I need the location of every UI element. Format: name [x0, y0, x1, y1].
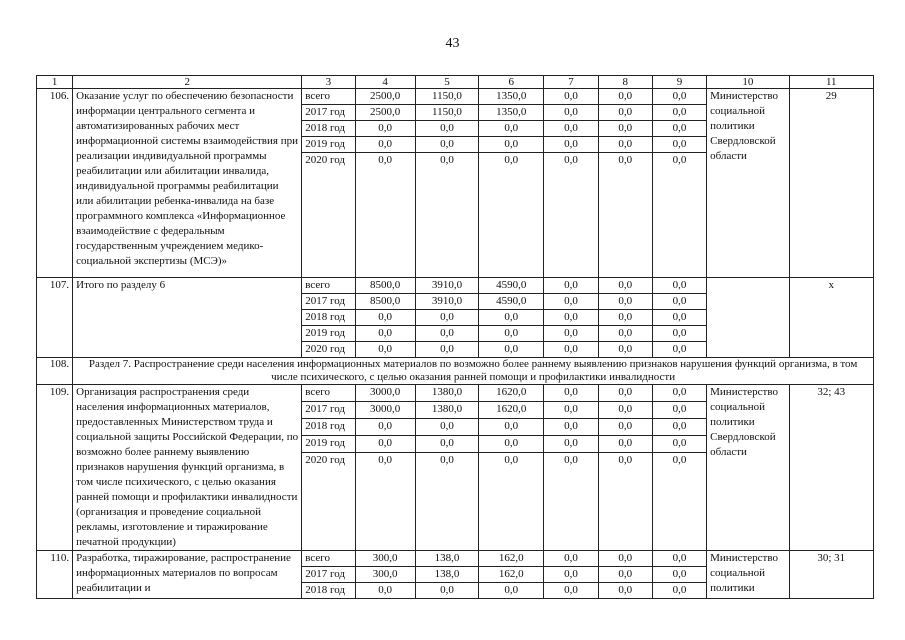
amount-cell: 0,0 [415, 583, 478, 599]
amount-cell: 1380,0 [415, 385, 478, 402]
amount-cell: 0,0 [479, 583, 544, 599]
amount-cell: 0,0 [544, 583, 598, 599]
amount-cell: 1350,0 [479, 105, 544, 121]
amount-cell: 0,0 [598, 153, 652, 278]
amount-cell: 0,0 [598, 121, 652, 137]
amount-cell: 2500,0 [355, 89, 415, 105]
amount-cell: 0,0 [652, 418, 706, 435]
amount-cell: 0,0 [652, 567, 706, 583]
amount-cell: 0,0 [598, 452, 652, 550]
amount-cell: 0,0 [652, 342, 706, 358]
header-cell: 1 [37, 76, 73, 89]
period-cell: всего [302, 551, 355, 567]
amount-cell: 0,0 [355, 452, 415, 550]
period-cell: 2020 год [302, 452, 355, 550]
amount-cell: 0,0 [415, 121, 478, 137]
amount-cell: 0,0 [652, 121, 706, 137]
amount-cell: 4590,0 [479, 278, 544, 294]
amount-cell: 0,0 [652, 435, 706, 452]
period-cell: всего [302, 89, 355, 105]
target-indicator-ref: х [789, 278, 873, 358]
header-cell: 11 [789, 76, 873, 89]
period-cell: 2018 год [302, 583, 355, 599]
amount-cell: 0,0 [355, 121, 415, 137]
amount-cell: 0,0 [652, 294, 706, 310]
amount-cell: 0,0 [415, 153, 478, 278]
amount-cell: 3910,0 [415, 294, 478, 310]
amount-cell: 0,0 [544, 137, 598, 153]
amount-cell: 0,0 [598, 551, 652, 567]
period-cell: 2018 год [302, 418, 355, 435]
header-cell: 10 [707, 76, 789, 89]
amount-cell: 0,0 [544, 385, 598, 402]
amount-cell: 0,0 [355, 342, 415, 358]
amount-cell: 0,0 [479, 418, 544, 435]
responsible-organization [707, 278, 789, 358]
amount-cell: 0,0 [652, 105, 706, 121]
amount-cell: 0,0 [544, 418, 598, 435]
amount-cell: 0,0 [544, 153, 598, 278]
period-cell: 2017 год [302, 105, 355, 121]
amount-cell: 1620,0 [479, 401, 544, 418]
amount-cell: 1150,0 [415, 105, 478, 121]
amount-cell: 0,0 [598, 342, 652, 358]
page-number: 43 [445, 36, 460, 51]
table-row [37, 385, 874, 402]
amount-cell: 0,0 [598, 137, 652, 153]
amount-cell: 0,0 [415, 418, 478, 435]
amount-cell: 0,0 [598, 326, 652, 342]
amount-cell: 1380,0 [415, 401, 478, 418]
amount-cell: 0,0 [415, 310, 478, 326]
amount-cell: 0,0 [652, 137, 706, 153]
amount-cell: 0,0 [479, 137, 544, 153]
amount-cell: 0,0 [598, 385, 652, 402]
amount-cell: 4590,0 [479, 294, 544, 310]
responsible-organization: Министерство социальной политики [707, 551, 789, 599]
amount-cell: 0,0 [479, 342, 544, 358]
item-number: 107. [37, 278, 73, 358]
header-cell: 9 [652, 76, 706, 89]
amount-cell: 0,0 [598, 89, 652, 105]
amount-cell: 3910,0 [415, 278, 478, 294]
amount-cell: 0,0 [355, 137, 415, 153]
amount-cell: 0,0 [544, 89, 598, 105]
amount-cell: 2500,0 [355, 105, 415, 121]
amount-cell: 300,0 [355, 567, 415, 583]
table-row [37, 278, 874, 294]
amount-cell: 0,0 [544, 435, 598, 452]
amount-cell: 0,0 [355, 435, 415, 452]
amount-cell: 0,0 [598, 418, 652, 435]
amount-cell: 0,0 [415, 342, 478, 358]
period-cell: 2020 год [302, 153, 355, 278]
amount-cell: 300,0 [355, 551, 415, 567]
amount-cell: 138,0 [415, 551, 478, 567]
amount-cell: 0,0 [544, 401, 598, 418]
header-cell: 4 [355, 76, 415, 89]
amount-cell: 0,0 [598, 278, 652, 294]
item-number: 109. [37, 385, 73, 551]
section-title: Раздел 7. Распространение среди населения информационных материалов по возможно более раннему выявлению признаков нарушения функций организма, в том числе психического, с целью оказания ранней помощи и профилактики инвалидности [73, 358, 874, 385]
item-number: 108. [37, 358, 73, 385]
amount-cell: 0,0 [652, 310, 706, 326]
amount-cell: 0,0 [652, 278, 706, 294]
period-cell: 2017 год [302, 401, 355, 418]
program-table [36, 75, 874, 599]
amount-cell: 0,0 [598, 105, 652, 121]
amount-cell: 1350,0 [479, 89, 544, 105]
amount-cell: 0,0 [479, 121, 544, 137]
period-cell: всего [302, 385, 355, 402]
period-cell: 2019 год [302, 137, 355, 153]
amount-cell: 0,0 [479, 310, 544, 326]
item-description: Организация распространения среди населения информационных материалов, предоставленных Министерством труда и социальной защиты Российской Федерации, по возможно более раннему выявлению признаков нарушения функций организма, в том числе психического, с целью оказания ранней помощи и профилактики инвалидности (организация и проведение социальной рекламы, изготовление и тиражирование печатной продукции) [73, 385, 302, 551]
amount-cell: 0,0 [415, 435, 478, 452]
item-description: Разработка, тиражирование, распространение информационных материалов по вопросам реабилитации и [73, 551, 302, 599]
amount-cell: 0,0 [355, 310, 415, 326]
header-cell: 5 [415, 76, 478, 89]
table-row [37, 551, 874, 567]
amount-cell: 0,0 [652, 401, 706, 418]
amount-cell: 0,0 [355, 326, 415, 342]
amount-cell: 162,0 [479, 551, 544, 567]
table-row [37, 89, 874, 105]
amount-cell: 0,0 [479, 153, 544, 278]
amount-cell: 0,0 [544, 567, 598, 583]
header-cell: 7 [544, 76, 598, 89]
header-cell: 2 [73, 76, 302, 89]
amount-cell: 3000,0 [355, 401, 415, 418]
amount-cell: 0,0 [652, 551, 706, 567]
amount-cell: 0,0 [544, 342, 598, 358]
amount-cell: 0,0 [652, 89, 706, 105]
amount-cell: 8500,0 [355, 278, 415, 294]
amount-cell: 0,0 [415, 452, 478, 550]
period-cell: 2020 год [302, 342, 355, 358]
target-indicator-ref: 32; 43 [789, 385, 873, 551]
amount-cell: 0,0 [598, 310, 652, 326]
amount-cell: 0,0 [544, 326, 598, 342]
amount-cell: 0,0 [415, 137, 478, 153]
amount-cell: 0,0 [652, 153, 706, 278]
item-number: 106. [37, 89, 73, 278]
header-cell: 3 [302, 76, 355, 89]
amount-cell: 0,0 [598, 583, 652, 599]
amount-cell: 0,0 [652, 452, 706, 550]
amount-cell: 1620,0 [479, 385, 544, 402]
responsible-organization: Министерство социальной политики Свердловской области [707, 385, 789, 551]
amount-cell: 0,0 [598, 567, 652, 583]
period-cell: всего [302, 278, 355, 294]
amount-cell: 0,0 [479, 452, 544, 550]
period-cell: 2017 год [302, 294, 355, 310]
amount-cell: 0,0 [355, 418, 415, 435]
amount-cell: 162,0 [479, 567, 544, 583]
amount-cell: 0,0 [652, 326, 706, 342]
period-cell: 2017 год [302, 567, 355, 583]
amount-cell: 0,0 [544, 121, 598, 137]
amount-cell: 0,0 [544, 310, 598, 326]
amount-cell: 3000,0 [355, 385, 415, 402]
amount-cell: 0,0 [652, 583, 706, 599]
period-cell: 2019 год [302, 435, 355, 452]
responsible-organization: Министерство социальной политики Свердловской области [707, 89, 789, 278]
header-row [37, 76, 874, 89]
amount-cell: 0,0 [544, 278, 598, 294]
period-cell: 2019 год [302, 326, 355, 342]
item-description: Итого по разделу 6 [73, 278, 302, 358]
amount-cell: 0,0 [355, 583, 415, 599]
item-number: 110. [37, 551, 73, 599]
header-cell: 8 [598, 76, 652, 89]
table-body [37, 76, 874, 599]
amount-cell: 0,0 [479, 326, 544, 342]
target-indicator-ref: 30; 31 [789, 551, 873, 599]
amount-cell: 0,0 [598, 294, 652, 310]
amount-cell: 0,0 [598, 435, 652, 452]
amount-cell: 0,0 [544, 452, 598, 550]
amount-cell: 0,0 [544, 551, 598, 567]
amount-cell: 0,0 [355, 153, 415, 278]
amount-cell: 0,0 [652, 385, 706, 402]
amount-cell: 0,0 [598, 401, 652, 418]
amount-cell: 0,0 [544, 294, 598, 310]
amount-cell: 0,0 [479, 435, 544, 452]
item-description: Оказание услуг по обеспечению безопасности информации центрального сегмента и автоматизированных рабочих мест информационной системы взаимодействия при реализации индивидуальной программы реабилитации или абилитации инвалида, индивидуальной программы реабилитации или абилитации ребенка-инвалида на базе программного комплекса «Информационное взаимодействие с федеральным государственным учреждением медико-социальной экспертизы (МСЭ)» [73, 89, 302, 278]
amount-cell: 1150,0 [415, 89, 478, 105]
amount-cell: 8500,0 [355, 294, 415, 310]
amount-cell: 138,0 [415, 567, 478, 583]
amount-cell: 0,0 [544, 105, 598, 121]
period-cell: 2018 год [302, 310, 355, 326]
period-cell: 2018 год [302, 121, 355, 137]
section-row [37, 358, 874, 385]
target-indicator-ref: 29 [789, 89, 873, 278]
header-cell: 6 [479, 76, 544, 89]
amount-cell: 0,0 [415, 326, 478, 342]
